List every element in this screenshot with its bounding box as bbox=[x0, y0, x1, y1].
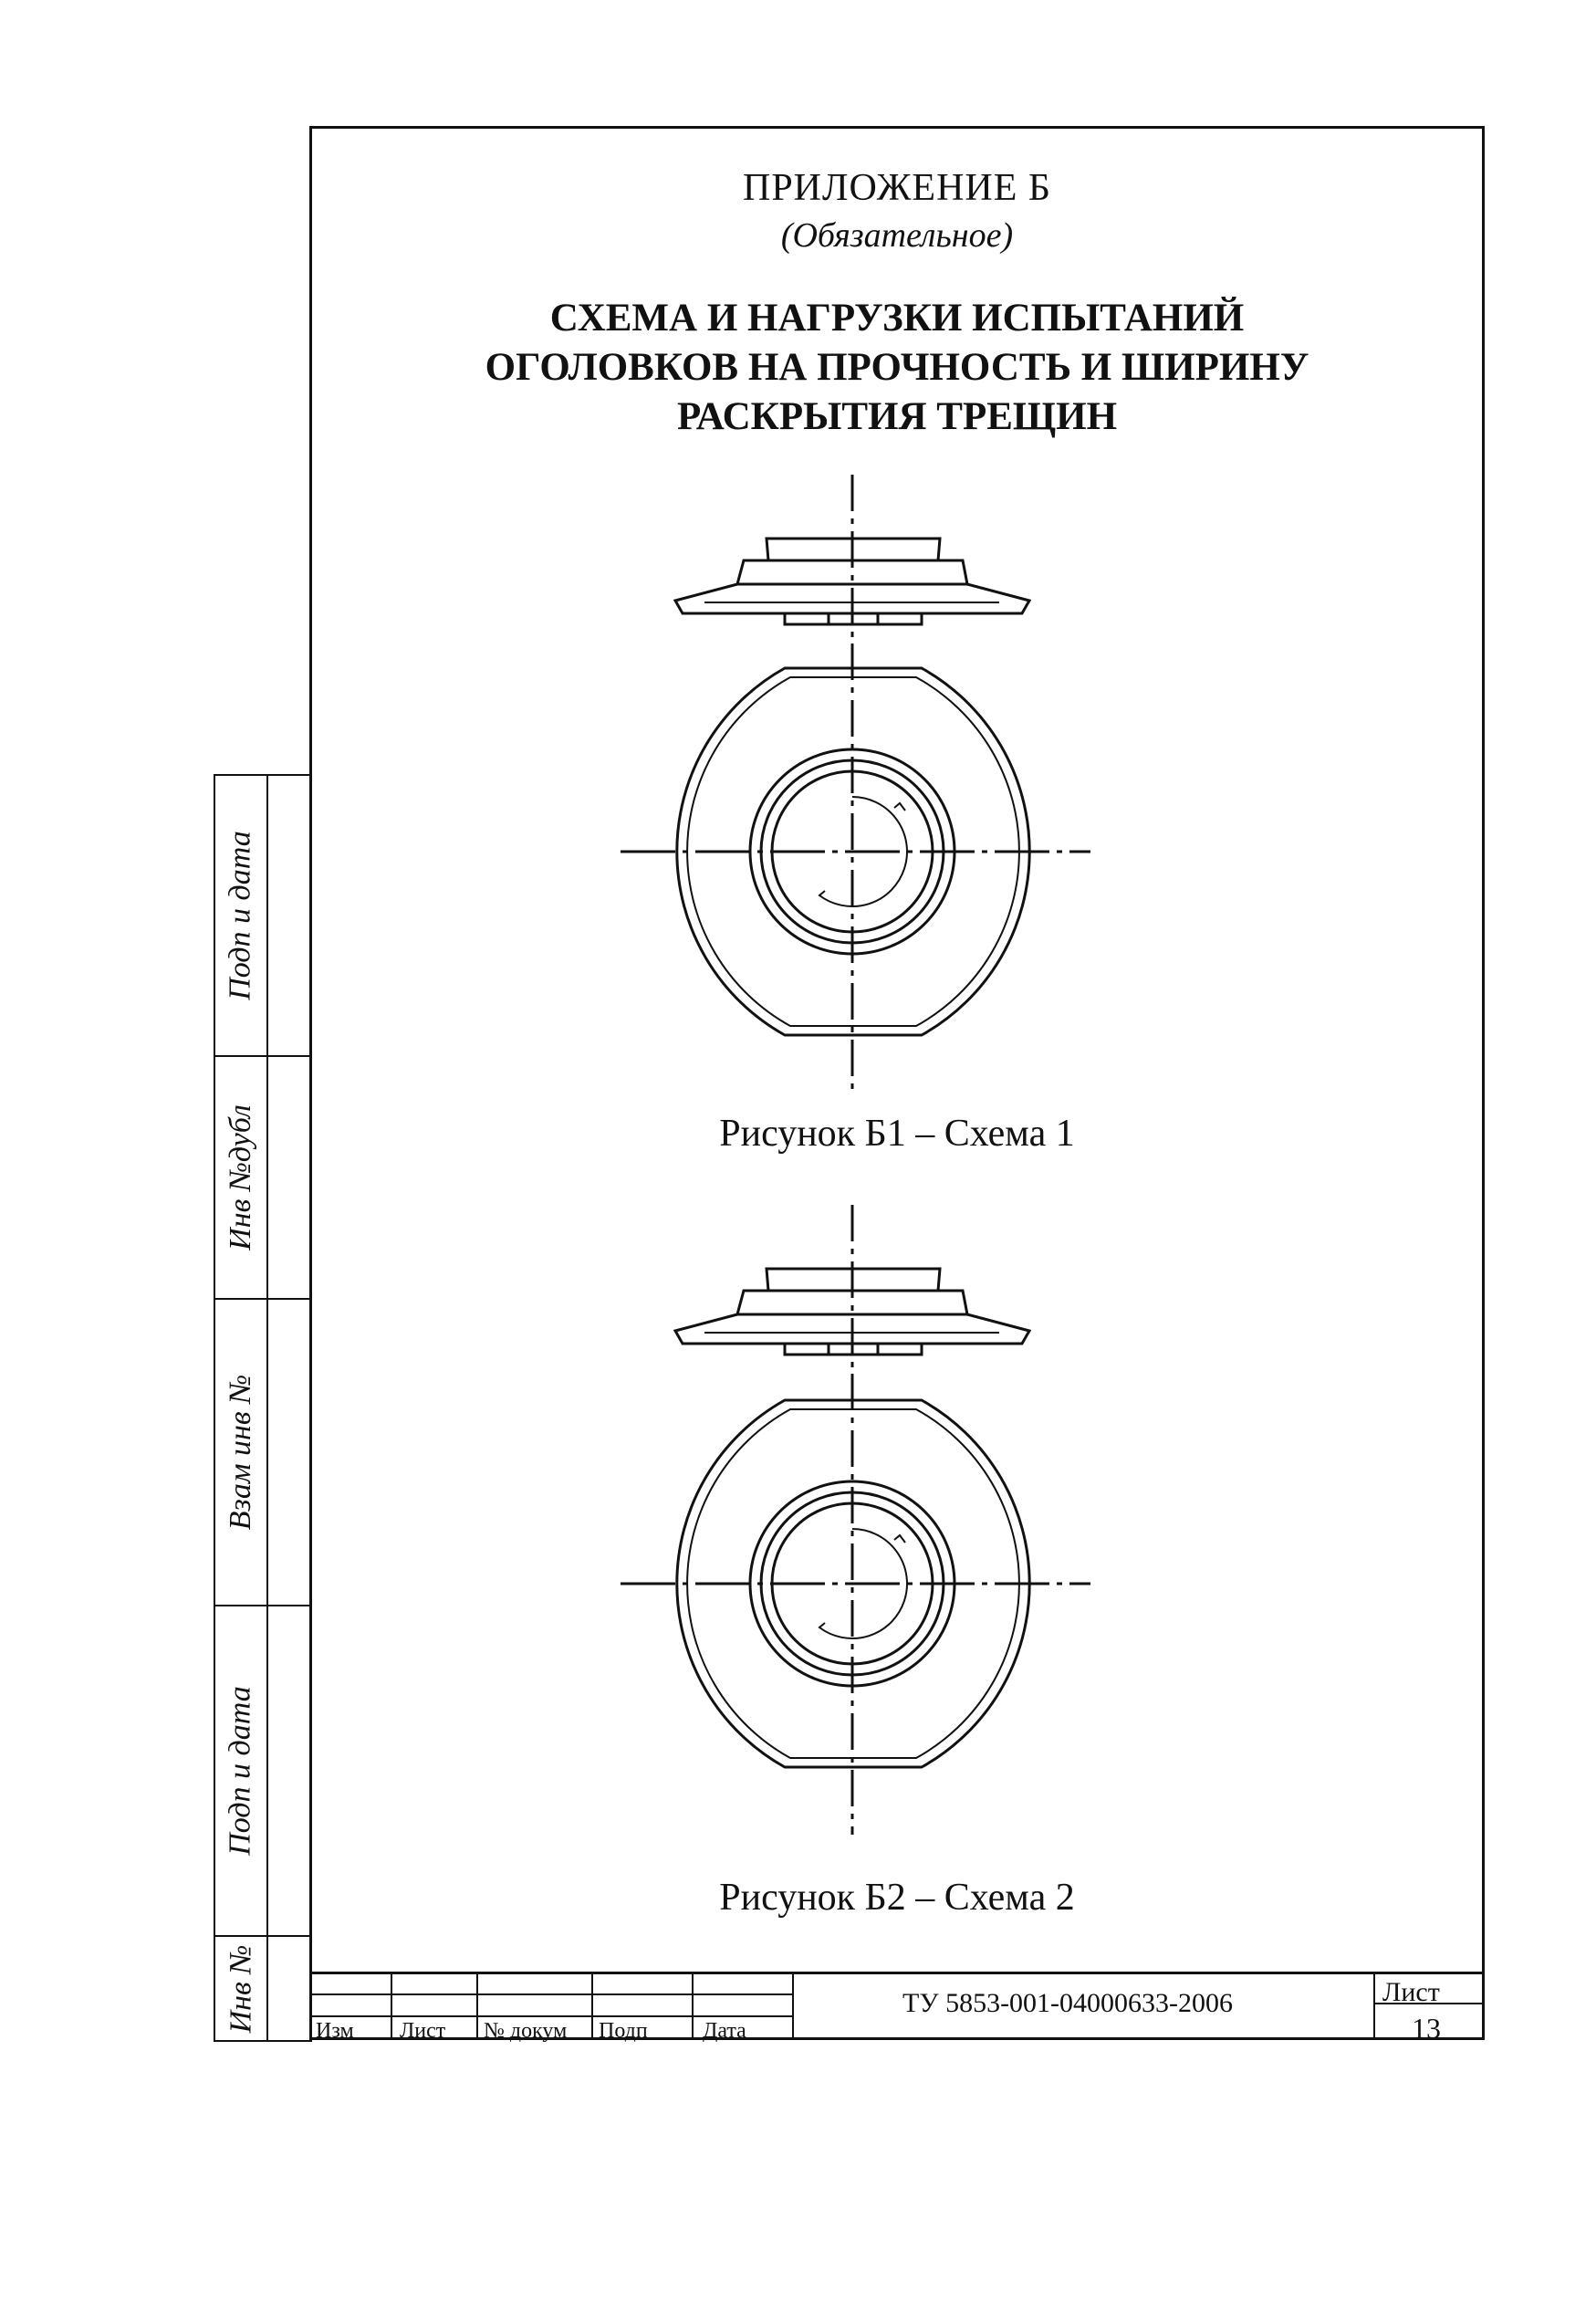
side-stamp-cell bbox=[214, 1605, 312, 1937]
side-stamp-cell bbox=[214, 1055, 312, 1300]
col-label-signature: Подп bbox=[599, 2019, 648, 2043]
col-label-date: Дата bbox=[703, 2019, 746, 2043]
side-stamp-label: Инв №дубл bbox=[224, 1104, 258, 1250]
figure-2-caption: Рисунок Б2 – Схема 2 bbox=[719, 1877, 1075, 1919]
col-label-doc-number: № докум bbox=[484, 2019, 568, 2043]
sheet-label: Лист bbox=[1382, 1977, 1440, 2007]
appendix-status: (Обязательное) bbox=[780, 216, 1014, 255]
document-code: ТУ 5853-001-04000633-2006 bbox=[902, 1988, 1234, 2018]
col-label-change: Изм bbox=[316, 2019, 354, 2043]
col-label-sheet: Лист bbox=[400, 2019, 446, 2043]
sheet-number: 13 bbox=[1412, 2012, 1441, 2045]
title-line-1: СХЕМА И НАГРУЗКИ ИСПЫТАНИЙ bbox=[549, 297, 1245, 340]
side-stamp-cell bbox=[214, 1935, 312, 2042]
side-stamp-label: Инв № bbox=[224, 1944, 257, 2033]
figure-1-drawing bbox=[621, 466, 1095, 1123]
title-line-3: РАСКРЫТИЯ ТРЕЩИН bbox=[676, 395, 1118, 438]
title-line-2: ОГОЛОВКОВ НА ПРОЧНОСТЬ И ШИРИНУ bbox=[485, 346, 1309, 389]
appendix-heading: ПРИЛОЖЕНИЕ Б bbox=[742, 167, 1051, 209]
side-stamp-cell bbox=[214, 1298, 312, 1606]
side-stamp-label: Взам инв № bbox=[224, 1374, 258, 1531]
figure-2-drawing bbox=[621, 1196, 1095, 1853]
figure-1-caption: Рисунок Б1 – Схема 1 bbox=[719, 1113, 1075, 1155]
side-stamp-label: Подп и дата bbox=[224, 1686, 258, 1856]
side-stamp-cell bbox=[214, 774, 312, 1057]
side-stamp-label: Подп и дата bbox=[224, 831, 258, 1000]
